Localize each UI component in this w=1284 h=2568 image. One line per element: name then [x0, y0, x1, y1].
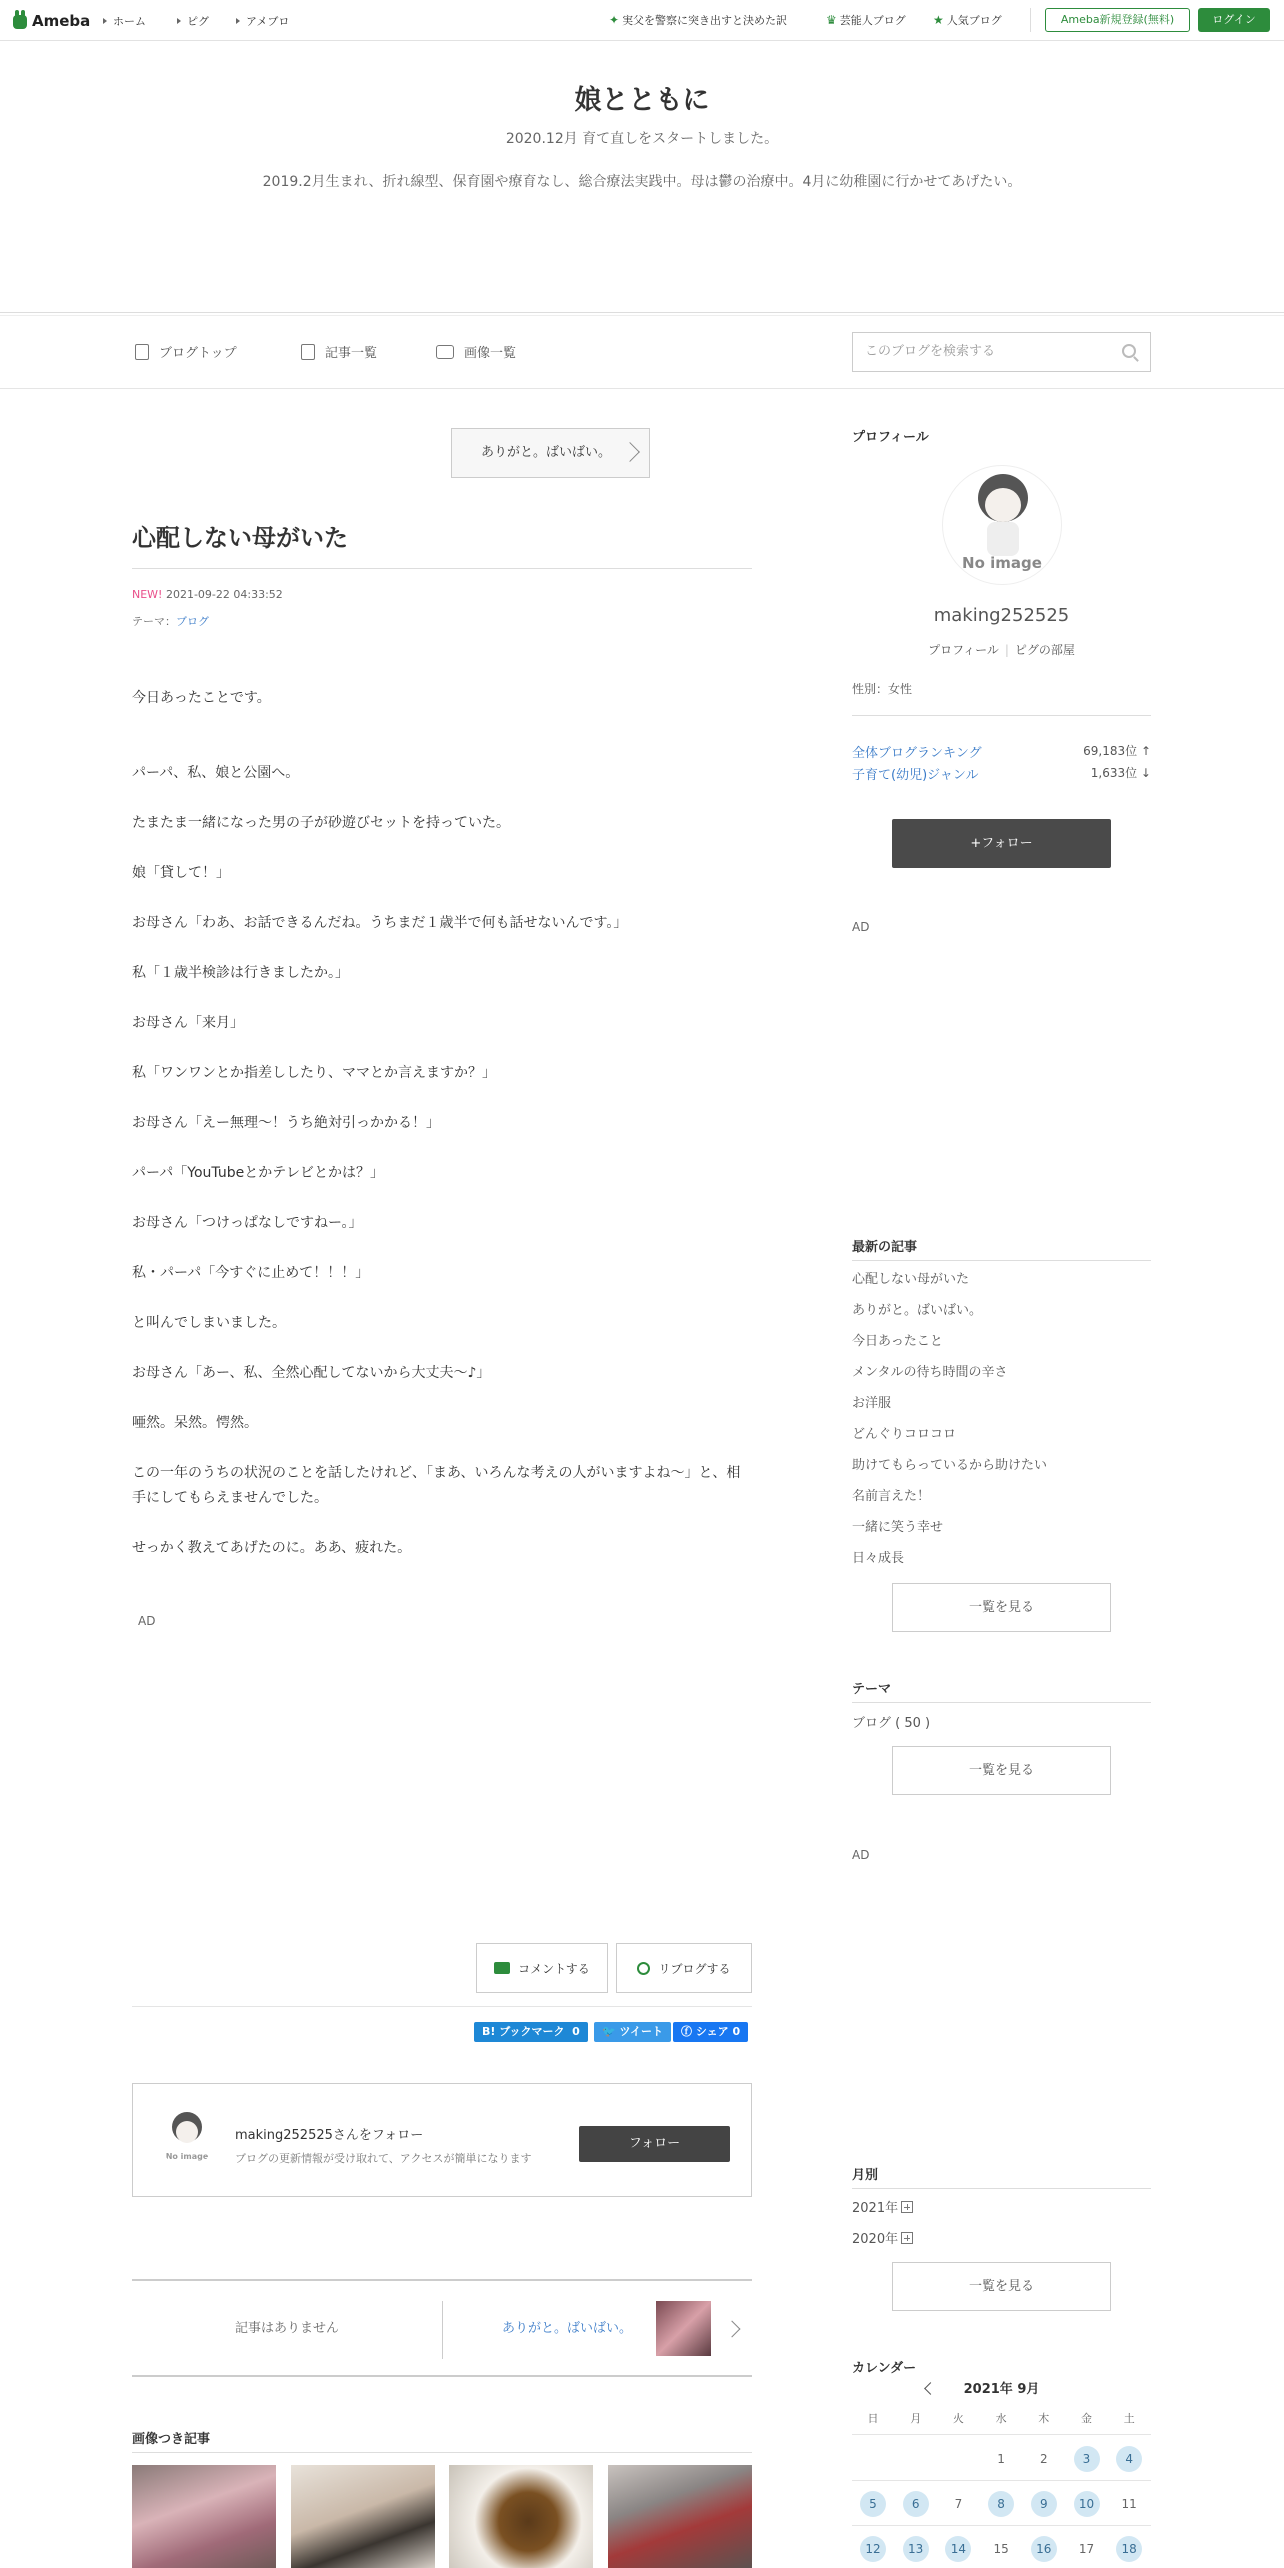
- separator: |: [1004, 643, 1009, 657]
- calendar-day[interactable]: [937, 2536, 979, 2562]
- article-paragraph: パーパ、私、娘と公園へ。: [132, 765, 300, 781]
- profile-links: [852, 641, 1151, 658]
- article-paragraph: 私「１歳半検診は行きましたか。」: [132, 965, 349, 981]
- ranking-link[interactable]: 全体ブログランキング: [852, 746, 982, 761]
- prev-none: 記事はありません: [234, 2321, 339, 2336]
- divider: [132, 2452, 752, 2453]
- calendar-day[interactable]: [980, 2491, 1022, 2517]
- facebook-count: 0: [732, 2025, 741, 2038]
- triangle-icon: [177, 18, 181, 24]
- follow-desc: ブログの更新情報が受け取れて、アクセスが簡単になります: [235, 2152, 532, 2165]
- pig-room-link[interactable]: ピグの部屋: [1014, 643, 1075, 657]
- calendar-heading: カレンダー: [852, 2361, 917, 2376]
- divider: [1030, 8, 1031, 32]
- divider: [852, 2480, 1151, 2481]
- noimage-label: No image: [962, 554, 1042, 572]
- header-link-label: 芸能人ブログ: [839, 14, 906, 27]
- triangle-icon: [236, 18, 240, 24]
- article-paragraph: たまたま一緒になった男の子が砂遊びセットを持っていた。: [132, 815, 510, 831]
- article-meta: [132, 588, 283, 601]
- calendar-day[interactable]: [895, 2491, 937, 2517]
- header-link-hot-topic[interactable]: [609, 12, 787, 28]
- latest-article-link[interactable]: 一緒に笑う幸せ: [852, 1520, 944, 1535]
- latest-article-link[interactable]: 今日あったこと: [852, 1334, 943, 1349]
- latest-article-link[interactable]: お洋服: [852, 1396, 892, 1411]
- crown-icon: ♛: [826, 13, 837, 27]
- article-paragraph: お母さん「来月」: [132, 1015, 244, 1031]
- divider: [852, 1260, 1151, 1261]
- theme-heading: テーマ: [852, 1682, 892, 1697]
- global-header: [0, 0, 1284, 41]
- month-label: 2021年: [852, 2201, 899, 2216]
- avatar: [160, 2108, 214, 2168]
- document-icon: [135, 344, 149, 360]
- ameba-logo[interactable]: [11, 9, 90, 33]
- header-link-pigg[interactable]: [177, 13, 209, 29]
- divider: [852, 2525, 1151, 2526]
- avatar-face: [176, 2121, 198, 2143]
- prev-article-label: ありがと。ばいばい。: [481, 445, 612, 460]
- triangle-icon: [103, 18, 107, 24]
- comment-button[interactable]: [476, 1943, 608, 1993]
- month-label: 2020年: [852, 2232, 899, 2247]
- divider: [132, 568, 752, 569]
- follow-button[interactable]: フォロー: [579, 2126, 730, 2162]
- latest-article-link[interactable]: 日々成長: [852, 1551, 905, 1566]
- next-article-link[interactable]: ありがと。ばいばい。: [502, 2321, 633, 2336]
- blog-nav: [0, 315, 1284, 389]
- article-paragraph: お母さん「えー無理〜！うち絶対引っかかる！」: [132, 1115, 440, 1131]
- latest-article-link[interactable]: 名前言えた！: [852, 1489, 931, 1504]
- latest-heading: 最新の記事: [852, 1240, 918, 1255]
- image-article-thumbnail[interactable]: [608, 2465, 752, 2568]
- article-paragraph: 今日あったことです。: [132, 690, 271, 706]
- calendar-day-number: 1: [997, 2452, 1005, 2466]
- header-link-ameblo[interactable]: [236, 13, 289, 29]
- search-icon[interactable]: [1122, 344, 1136, 358]
- calendar-day-number: 17: [1078, 2542, 1095, 2556]
- avatar-body: [987, 522, 1019, 556]
- nav-blog-top[interactable]: [135, 342, 237, 361]
- image-article-thumbnail[interactable]: [132, 2465, 276, 2568]
- header-link-home[interactable]: [103, 13, 146, 29]
- twitter-bird-icon: 🐦: [602, 2025, 616, 2038]
- header-link-label: アメブロ: [246, 15, 290, 28]
- ranking-row: [852, 742, 1151, 761]
- comment-icon: [494, 1962, 510, 1974]
- header-link-label: ホーム: [113, 15, 146, 28]
- image-articles-heading: 画像つき記事: [132, 2432, 211, 2447]
- article-pager: [132, 2279, 752, 2377]
- header-link-celebrity-blog[interactable]: [826, 12, 906, 28]
- calendar-weekday: 水: [995, 2412, 1007, 2425]
- blog-title[interactable]: 娘とともに: [574, 85, 710, 116]
- article-paragraph: 私「ワンワンとか指差ししたり、ママとか言えますか？」: [132, 1065, 496, 1081]
- header-link-popular-blog[interactable]: [933, 12, 1002, 28]
- plus-box-icon[interactable]: [901, 2201, 913, 2213]
- prev-article-button[interactable]: [451, 428, 650, 478]
- monthly-more-button[interactable]: 一覧を見る: [892, 2262, 1111, 2311]
- profile-heading: プロフィール: [852, 430, 929, 445]
- calendar-day-number: 8: [988, 2491, 1014, 2517]
- copy-icon: [301, 344, 315, 360]
- profile-sex: 性別：女性: [852, 682, 913, 696]
- nav-label: 画像一覧: [464, 346, 517, 361]
- article-title[interactable]: 心配しない母がいた: [132, 524, 348, 552]
- reblog-label: リブログする: [658, 1961, 731, 1976]
- ad-label: AD: [138, 1614, 156, 1628]
- theme-link[interactable]: ブログ ( 50 ): [852, 1716, 931, 1731]
- calendar-weekday: 火: [952, 2412, 964, 2425]
- article-paragraph: お母さん「あー、私、全然心配してないから大丈夫〜♪」: [132, 1365, 491, 1381]
- ranking-link[interactable]: 子育て(幼児)ジャンル: [852, 768, 979, 783]
- calendar-day: [980, 2446, 1022, 2472]
- reblog-button[interactable]: [616, 1943, 752, 1993]
- theme-more-button[interactable]: 一覧を見る: [892, 1746, 1111, 1795]
- calendar-weekday: 月: [910, 2412, 922, 2425]
- month-2021[interactable]: [852, 2197, 913, 2216]
- ad-label: AD: [852, 920, 870, 934]
- article-paragraph: と叫んでしまいました。: [132, 1315, 286, 1331]
- header-link-label: ピグ: [187, 15, 209, 28]
- calendar-day: [980, 2536, 1022, 2562]
- calendar-day[interactable]: [852, 2491, 894, 2517]
- article-paragraph: お母さん「つけっぱなしですねー。」: [132, 1215, 363, 1231]
- article-paragraph: せっかく教えてあげたのに。ああ、疲れた。: [132, 1540, 412, 1556]
- noimage-label: No image: [165, 2152, 209, 2161]
- calendar-day[interactable]: [1023, 2536, 1065, 2562]
- nav-article-list[interactable]: [301, 342, 377, 361]
- nav-image-list[interactable]: [436, 342, 516, 361]
- tweet-label: ツイート: [619, 2025, 663, 2038]
- calendar-day[interactable]: [1023, 2491, 1065, 2517]
- ranking-row: [852, 764, 1151, 783]
- star-icon: ★: [933, 13, 944, 27]
- calendar-day-number: 7: [954, 2497, 963, 2511]
- calendar-day: [1066, 2536, 1108, 2562]
- ameba-logo-text: Ameba: [32, 12, 91, 30]
- follow-box: [132, 2083, 752, 2197]
- calendar-weekday: 木: [1038, 2412, 1050, 2425]
- next-article-thumbnail[interactable]: [656, 2301, 711, 2356]
- hatena-label: B! ブックマーク: [482, 2025, 565, 2038]
- nav-label: 記事一覧: [325, 346, 378, 361]
- latest-article-link[interactable]: どんぐりコロコロ: [852, 1427, 957, 1442]
- calendar-day-number: 3: [1074, 2446, 1100, 2472]
- image-article-thumbnail[interactable]: [449, 2465, 593, 2568]
- profile-link[interactable]: プロフィール: [928, 643, 999, 657]
- calendar-day[interactable]: [1108, 2446, 1150, 2472]
- latest-article-link[interactable]: メンタルの待ち時間の辛さ: [852, 1365, 1008, 1380]
- new-badge: NEW!: [132, 588, 163, 601]
- ameba-mascot-icon: [11, 9, 29, 33]
- blog-description: 2019.2月生まれ、折れ線型、保育園や療育なし、総合療法実践中。母は鬱の治療中。4月に幼稚園に行かせてあげたい。: [262, 174, 1022, 190]
- article-theme: [132, 613, 209, 629]
- calendar-day: [1023, 2446, 1065, 2472]
- latest-article-link[interactable]: 心配しない母がいた: [852, 1272, 970, 1287]
- calendar-day-number: 4: [1116, 2446, 1142, 2472]
- calendar-day: [1108, 2491, 1150, 2517]
- calendar-title: 2021年 9月: [963, 2382, 1040, 2397]
- calendar-weekday: 土: [1123, 2412, 1135, 2425]
- latest-article-link[interactable]: 助けてもらっているから助けたい: [852, 1458, 1048, 1473]
- profile-name[interactable]: making252525: [933, 605, 1070, 626]
- camera-icon: [436, 345, 454, 359]
- calendar-day-number: 13: [903, 2536, 929, 2562]
- article-paragraph: お母さん「わあ、お話できるんだね。うちまだ１歳半で何も話せないんです。」: [132, 915, 628, 931]
- header-link-label: 実父を警察に突き出すと決めた訳: [622, 14, 788, 27]
- calendar-day-number: 11: [1121, 2497, 1137, 2511]
- calendar-day[interactable]: [852, 2536, 894, 2562]
- facebook-icon: ⓕ: [681, 2025, 692, 2038]
- calendar-day-number: 10: [1074, 2491, 1100, 2517]
- ad-label: AD: [852, 1848, 870, 1862]
- ranking-value: 69,183位 ↑: [1083, 744, 1151, 758]
- calendar-day-number: 6: [903, 2491, 929, 2517]
- divider: [852, 715, 1151, 716]
- plus-box-icon[interactable]: [901, 2232, 913, 2244]
- calendar-weekday: 金: [1081, 2412, 1092, 2425]
- facebook-label: シェア: [695, 2025, 729, 2038]
- calendar-day[interactable]: [1066, 2446, 1108, 2472]
- calendar-day-number: 18: [1116, 2536, 1142, 2562]
- latest-more-button[interactable]: 一覧を見る: [892, 1583, 1111, 1632]
- divider: [132, 2006, 752, 2007]
- divider: [442, 2301, 443, 2359]
- follow-name: making252525さんをフォロー: [235, 2128, 424, 2143]
- calendar-day-number: 2: [1039, 2452, 1048, 2466]
- month-2020[interactable]: [852, 2228, 913, 2247]
- calendar-day-number: 14: [945, 2536, 971, 2562]
- nav-label: ブログトップ: [159, 346, 237, 361]
- image-article-thumbnail[interactable]: [291, 2465, 435, 2568]
- article-paragraph: 私・パーパ「今すぐに止めて！！！」: [132, 1265, 370, 1281]
- calendar-day[interactable]: [895, 2536, 937, 2562]
- tweet-button[interactable]: [594, 2022, 671, 2042]
- calendar-day-number: 16: [1031, 2536, 1057, 2562]
- chevron-right-icon[interactable]: [724, 2321, 741, 2338]
- sidebar-follow-button[interactable]: +フォロー: [892, 819, 1111, 868]
- hatena-bookmark-button[interactable]: [474, 2022, 588, 2042]
- calendar-day-number: 12: [860, 2536, 886, 2562]
- ranking-value: 1,633位 ↓: [1090, 766, 1151, 780]
- divider: [852, 1702, 1151, 1703]
- blog-search-input[interactable]: [852, 332, 1151, 372]
- calendar-day-number: 5: [860, 2491, 886, 2517]
- hatena-count: 0: [572, 2025, 580, 2038]
- chevron-right-icon: [620, 442, 640, 462]
- theme-link[interactable]: ブログ: [176, 615, 209, 628]
- avatar-face: [985, 488, 1021, 522]
- calendar-day-number: 9: [1031, 2491, 1057, 2517]
- monthly-heading: 月別: [852, 2168, 879, 2183]
- article-paragraph: この一年のうちの状況のことを話したけれど、「まあ、いろんな考えの人がいますよね〜」と、相手にしてもらえませんでした。: [132, 1465, 741, 1506]
- article-paragraph: パーパ「YouTubeとかテレビとかは？」: [132, 1165, 384, 1181]
- register-button[interactable]: Ameba新規登録(無料): [1045, 8, 1190, 32]
- login-button[interactable]: ログイン: [1198, 8, 1270, 32]
- latest-article-link[interactable]: ありがと。ばいばい。: [852, 1303, 983, 1318]
- article-date: 2021-09-22 04:33:52: [165, 588, 283, 601]
- article-paragraph: 唖然。呆然。愕然。: [132, 1415, 258, 1431]
- calendar-weekday: 日: [867, 2412, 879, 2425]
- divider: [852, 2434, 1151, 2435]
- calendar-day: [937, 2491, 979, 2517]
- search-placeholder: このブログを検索する: [865, 344, 996, 359]
- theme-label: テーマ：: [132, 615, 176, 628]
- blog-subtitle: 2020.12月 育て直しをスタートしました。: [505, 131, 779, 147]
- calendar-day-number: 15: [993, 2542, 1009, 2556]
- calendar-day[interactable]: [1108, 2536, 1150, 2562]
- star-icon: ✦: [609, 13, 620, 27]
- divider: [852, 2188, 1151, 2189]
- calendar-day[interactable]: [1066, 2491, 1108, 2517]
- reblog-icon: [637, 1962, 650, 1975]
- comment-label: コメントする: [518, 1961, 590, 1976]
- article-paragraph: 娘「貸して！」: [132, 865, 230, 881]
- facebook-share-button[interactable]: [673, 2022, 748, 2042]
- profile-avatar[interactable]: [942, 465, 1062, 585]
- header-link-label: 人気ブログ: [946, 14, 1002, 27]
